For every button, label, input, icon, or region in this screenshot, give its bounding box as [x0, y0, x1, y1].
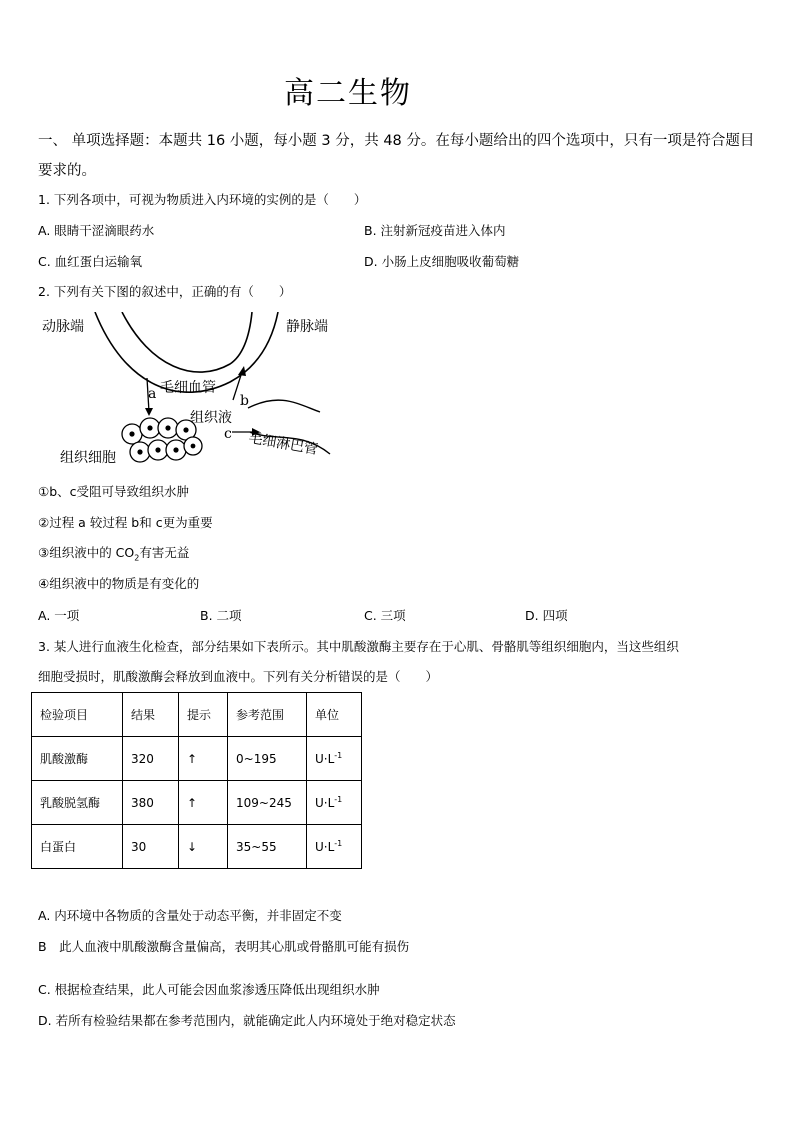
- table-cell-item: 肌酸激酶: [32, 737, 123, 781]
- q2-option-a: A. 一项: [38, 608, 80, 623]
- table-row: [32, 825, 362, 869]
- q2-statement-2: ②过程 a 较过程 b和 c更为重要: [38, 515, 213, 530]
- table-row: [32, 737, 362, 781]
- label-lymph-capillary: 毛细淋巴管: [247, 430, 320, 459]
- cell-nucleus: [137, 449, 142, 454]
- table-cell-range: 109~245: [228, 781, 307, 825]
- table-header-cell: 提示: [179, 693, 228, 737]
- cell-nucleus: [173, 447, 178, 452]
- q2-statement-4: ④组织液中的物质是有变化的: [38, 576, 200, 591]
- question-2-stem: 2. 下列有关下图的叙述中，正确的有（ ）: [38, 284, 292, 299]
- q1-option-a: A. 眼睛干涩滴眼药水: [38, 223, 155, 238]
- capillary-diagram: [40, 312, 350, 470]
- q2-option-d: D. 四项: [525, 608, 568, 623]
- cell-nucleus: [165, 425, 170, 430]
- table-cell-hint: ↓: [179, 825, 228, 869]
- blood-test-table: [31, 692, 362, 869]
- table-header-row: [32, 693, 362, 737]
- table-cell-item: 乳酸脱氢酶: [32, 781, 123, 825]
- arrow-b-head: [238, 366, 246, 376]
- label-artery-end: 动脉端: [42, 319, 84, 335]
- cell-nucleus: [129, 431, 134, 436]
- page-title: 高二生物: [284, 76, 412, 111]
- question-3-stem-line-1: 3. 某人进行血液生化检查，部分结果如下表所示。其中肌酸激酶主要存在于心肌、骨骼肌等组织细胞内，当这些组织: [38, 639, 679, 654]
- q2-statement-3: ③组织液中的 $CO_2$有害无益: [38, 545, 190, 563]
- table-cell-result: 30: [123, 825, 179, 869]
- question-1-stem: 1. 下列各项中，可视为物质进入内环境的实例的是（ ）: [38, 192, 367, 207]
- table-header-cell: 检验项目: [32, 693, 123, 737]
- table-cell-unit: $U\cdot L^{-1}$: [307, 825, 362, 869]
- label-vein-end: 静脉端: [286, 319, 328, 335]
- cell-nucleus: [191, 444, 196, 449]
- q2-option-b: B. 二项: [200, 608, 242, 623]
- q2-statement-1: ①b、c受阻可导致组织水肿: [38, 484, 190, 499]
- cell-nucleus: [147, 425, 152, 430]
- table-cell-result: 320: [123, 737, 179, 781]
- table-cell-item: 白蛋白: [32, 825, 123, 869]
- label-c: c: [224, 426, 232, 442]
- table-cell-unit: $U\cdot L^{-1}$: [307, 781, 362, 825]
- table-cell-hint: ↑: [179, 737, 228, 781]
- q3-option-a: A. 内环境中各物质的含量处于动态平衡，并非固定不变: [38, 908, 342, 923]
- label-tissue-fluid: 组织液: [190, 410, 232, 426]
- table-cell-unit: $U\cdot L^{-1}$: [307, 737, 362, 781]
- table-header-cell: 参考范围: [228, 693, 307, 737]
- capillary-outer-wall: [122, 312, 252, 372]
- table-cell-range: 35~55: [228, 825, 307, 869]
- table-cell-hint: ↑: [179, 781, 228, 825]
- table-header-cell: 结果: [123, 693, 179, 737]
- q2-option-c: C. 三项: [364, 608, 406, 623]
- table-header-cell: 单位: [307, 693, 362, 737]
- table-cell-range: 0~195: [228, 737, 307, 781]
- cell-nucleus: [183, 427, 188, 432]
- label-capillary: 毛细血管: [160, 380, 216, 396]
- question-3-stem-line-2: 细胞受损时，肌酸激酶会释放到血液中。下列有关分析错误的是（ ）: [38, 669, 439, 684]
- arrow-a-head: [145, 408, 153, 416]
- q3-option-c: C. 根据检查结果，此人可能会因血浆渗透压降低出现组织水肿: [38, 982, 380, 997]
- q3-option-b: B 此人血液中肌酸激酶含量偏高，表明其心肌或骨骼肌可能有损伤: [38, 939, 410, 954]
- label-a: a: [148, 386, 157, 402]
- table-row: [32, 781, 362, 825]
- cell-nucleus: [155, 447, 160, 452]
- label-b: b: [240, 393, 249, 409]
- lymph-capillary-upper: [248, 400, 320, 412]
- section-heading: 一、 单项选择题：本题共 16 小题，每小题 3 分，共 48 分。在每小题给出的四个选项中，只有一项是符合题目要求的。: [38, 133, 755, 179]
- label-tissue-cells: 组织细胞: [60, 450, 116, 466]
- table-cell-result: 380: [123, 781, 179, 825]
- q1-option-b: B. 注射新冠疫苗进入体内: [364, 223, 506, 238]
- q1-option-c: C. 血红蛋白运输氧: [38, 254, 143, 269]
- q1-option-d: D. 小肠上皮细胞吸收葡萄糖: [364, 254, 520, 269]
- q3-option-d: D. 若所有检验结果都在参考范围内，就能确定此人内环境处于绝对稳定状态: [38, 1013, 456, 1028]
